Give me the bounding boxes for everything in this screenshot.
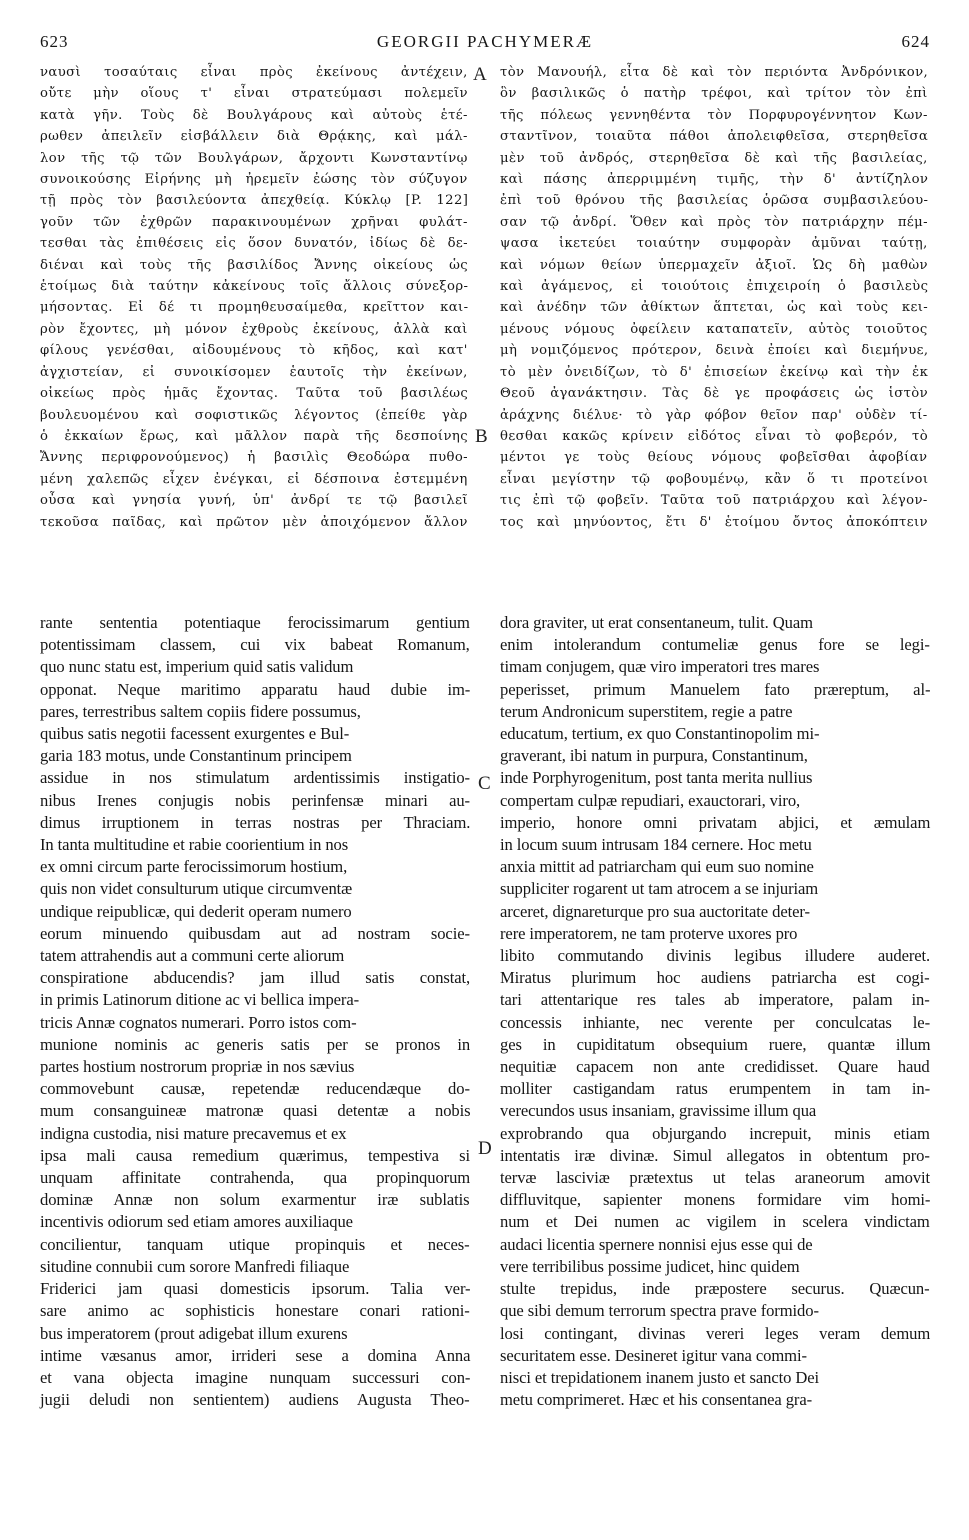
text-line: κατὰ γῆν. Τοὺς δὲ Βουλγάρους καὶ αὐτοὺς ἑτέ-: [40, 107, 468, 123]
text-line: opponat. Neque maritimo apparatu haud dubie im-: [40, 679, 471, 699]
text-line: intime væsanus amor, irrideri sese a domina Anna: [40, 1345, 471, 1365]
text-line: οὔτε μὴν οἵους τ' εἶναι στρατεύμασι πολεμεῖν: [40, 86, 468, 102]
text-line: Friderici jam quasi domesticis ipsorum. Talia ver-: [40, 1279, 471, 1299]
text-line: graverant, ibi natum in purpura, Constantinum,: [500, 746, 808, 766]
text-line: καὶ ἀνέδην τῶν ἀθίκτων ἅπτεται, ὡς καὶ τοὺς κει-: [500, 300, 929, 316]
text-line: βουλευομένου καὶ σοφιστικῶς λέγοντος (ἐπείθε γὰρ: [40, 407, 468, 423]
text-line: ὁ ἐκκαίων ἔρως, καὶ μᾶλλον παρὰ τῆς δεσποίνης: [40, 428, 468, 444]
text-line: quibus satis negotii facessent exurgentes e Bul-: [40, 724, 350, 744]
text-line: ex omni circum parte ferocissimorum hostium,: [40, 857, 348, 877]
text-line: γοῦν τῶν ἐχθρῶν παρακινουμένων χρῆναι φυλάτ-: [40, 214, 468, 230]
text-line: μέντοι γε τοὺς θείους νόμους φοβεῖσθαι ἀφοβίαν: [500, 450, 928, 466]
text-line: ψασα ἱκετεύει τοιαύτην συμφορὰν ἀμῦναι ταύτῃ,: [500, 236, 928, 252]
text-line: nisci et trepidationem inanem justo et sancto Dei: [500, 1367, 820, 1387]
text-line: verecundos usus insaniam, gravissime illum qua: [500, 1101, 817, 1121]
text-line: ἑτοίμως διὰ ταύτην κἀκείνους τοῖς ἄλλοις σύνεξορ-: [40, 279, 469, 295]
text-line: οἰκείως πρὸς ἡμᾶς ἔχοντας. Ταῦτα τοῦ βασιλέως: [40, 386, 469, 402]
text-line: dominæ Annæ non solum exarmentur iræ sublatis: [40, 1190, 470, 1210]
text-line: commovebunt causæ, repetendæ reducendæque do-: [40, 1079, 470, 1099]
text-line: tervæ lasciviæ prætextus ut telas araneorum amovit: [500, 1168, 931, 1188]
text-line: rante sententia potentiaque ferocissimarum gentium: [40, 613, 470, 632]
text-line: eorum minuendo quibusdam aut ad nostram socie-: [40, 923, 470, 943]
text-line: compertam culpæ repudiari, exauctorari, viro,: [500, 790, 801, 810]
text-line: φίλους γενέσθαι, αἰδουμένους τὸ κῆδος, καὶ κατ': [40, 343, 468, 359]
text-line: συνοικούσης Εἰρήνης μὴ ἠρεμεῖν ἐώσης τὸν σύζυγον: [40, 172, 468, 188]
text-line: dimus irruptionem in terras nostras per Thraciam.: [40, 812, 471, 832]
text-line: quo nunc statu est, imperium quid satis validum: [40, 657, 354, 677]
page-number-left: 623: [40, 32, 69, 51]
running-title: GEORGII PACHYMERÆ: [376, 32, 594, 51]
text-line: σαν τῷ ἀνδρί. Ὅθεν καὶ πρὸς τὸν πατριάρχην πέμ-: [500, 214, 928, 230]
text-line: intentatis iræ divinæ. Simul allegatos in obtentum pro-: [500, 1145, 930, 1165]
text-line: μὲν τοῦ ἀνδρός, στερηθεῖσα δὲ καὶ τῆς βασιλείας,: [500, 150, 928, 166]
text-line: μένη χαλεπῶς εἶχεν ἐνέγκαι, εἰ δέσποινα ἐστεμμένη: [40, 471, 468, 487]
text-line: concessis inhiante, nec verente per conculcatas le-: [500, 1012, 930, 1032]
text-line: ναυσὶ τοσαύταις εἶναι πρὸς ἐκείνους ἀντέχειν,: [40, 65, 468, 80]
text-line: τος καὶ μηνύοντος, ἔτι δ' ἑτοίμου ὄντος ἀποκόπτειν: [500, 514, 928, 530]
page-number-right: 624: [901, 32, 930, 51]
text-line: tari attentarique res tales ab imperatore, palam in-: [500, 990, 930, 1010]
text-line: bus imperatorem (prout adigebat illum exurens: [40, 1323, 348, 1343]
margin-marker-a: A: [473, 64, 487, 85]
text-line: undique reipublicæ, qui dederit operam numero: [40, 901, 352, 921]
text-line: concilientur, tanquam utique propinquis et neces-: [40, 1234, 470, 1254]
text-line: Miratus plurimum hoc audiens patriarcha est cogi-: [500, 968, 930, 988]
text-line: nibus Irenes conjugis nobis perinfensæ minari au-: [40, 790, 470, 810]
text-line: securitatem esse. Desineret igitur vana commi-: [500, 1345, 807, 1365]
text-line: σταντῖνον, τοιαῦτα πάθοι ἀπολειφθεῖσα, στερηθεῖσα: [500, 129, 929, 145]
text-line: τῆς πόλεως γεννηθέντα τὸν Πορφυρογέννητον Κων-: [500, 107, 928, 123]
text-line: metu comprimeret. Hæc et his consentanea gra-: [500, 1390, 813, 1410]
running-head: [40, 32, 930, 54]
text-line: tricis Annæ cognatos numerari. Porro istos com-: [40, 1012, 357, 1032]
text-line: εἶναι μεγίστην τῷ φοβουμένῳ, κἂν ὅ τι προτείνοι: [500, 471, 929, 487]
text-line: imperio, honore omni privatam abjici, et æmulam: [500, 812, 931, 832]
text-line: molliter castigandam ratus erumpentem in tam in-: [500, 1079, 930, 1099]
text-line: munione nominis ac generis satis per se pronos in: [40, 1034, 471, 1054]
text-line: ἐπὶ τοῦ θρόνου τῆς βασιλείας ὁρῶσα συμβασιλεύου-: [500, 193, 929, 209]
greek-column-right: [500, 62, 928, 533]
text-line: et vana objecta imagine nunquam successuri con-: [40, 1367, 471, 1387]
text-line: nequitiæ capacem non ante credidisset. Quare haud: [500, 1057, 930, 1077]
text-line: conspiratione abducendis? jam illud satis constat,: [40, 968, 471, 988]
text-line: In tanta multitudine et rabie coorientium in nos: [40, 835, 349, 855]
text-line: Ἄννης περιφρονούμενος) ἡ βασιλὶς Θεοδώρα πυθο-: [40, 450, 469, 466]
text-line: καὶ πάσης ἀπερριμμένη τιμῆς, τὴν δ' ἀντίζηλον: [500, 172, 929, 188]
text-line: assidue in nos stimulatum ardentissimis instigatio-: [40, 768, 470, 788]
text-line: losi contingant, divinas vereri leges veram demum: [500, 1323, 931, 1343]
margin-marker-d: D: [478, 1138, 492, 1159]
text-line: διέναι καὶ τοὺς τῆς βασιλίδος Ἄννης οἰκείους ὡς: [40, 257, 469, 273]
text-line: θεσθαι κακῶς κρίνειν εἰδότος εἶναι τὸ φοβερόν, τὸ: [500, 428, 929, 444]
text-line: τις ἐπὶ τῷ φοβεῖν. Ταῦτα τοῦ πατριάρχου καὶ λέγον-: [500, 493, 928, 509]
text-line: que sibi demum terrorum spectra prave formido-: [500, 1301, 819, 1321]
text-line: sare animo ac sophisticis honestare conari rationi-: [40, 1301, 470, 1321]
text-line: peperisset, primum Manuelem fato præreptum, al-: [500, 679, 931, 699]
text-line: arceret, dignareturque pro sua auctoritate deter-: [500, 901, 810, 921]
text-line: μήσοντας. Εἰ δέ τι προμηθευσαίμεθα, κρεῖττον και-: [40, 300, 469, 316]
text-line: unquam affinitate contrahenda, qua propinquorum: [40, 1168, 471, 1188]
text-line: ipsa mali causa remedium quærimus, tempestiva si: [40, 1145, 471, 1165]
greek-column-left: [40, 62, 468, 533]
text-line: rere imperatorem, ne tam proterve uxores pro: [500, 923, 798, 943]
latin-column-right: [500, 612, 930, 1411]
text-line: educatum, tertium, ex quo Constantinopolim mi-: [500, 724, 820, 744]
text-line: terum Andronicum superstitem, regie a patre: [500, 701, 793, 721]
latin-column-left: [40, 612, 470, 1411]
text-line: ges in cupiditatum obsequium ruere, quantæ illum: [500, 1034, 931, 1054]
text-line: inde Porphyrogenitum, post tanta merita nullius: [500, 768, 813, 788]
text-line: in locum suum intrusam 184 cernere. Hoc metu: [500, 835, 812, 855]
text-line: ἀγχιστείαν, εἰ συνοικίσομεν ἑαυτοῖς τὴν ἐκείνων,: [40, 364, 468, 380]
text-line: τεκοῦσα παῖδας, καὶ πρῶτον μὲν ἀποιχόμενον ἄλλον: [40, 514, 468, 530]
text-line: exprobrando qua objurgando increpuit, minis etiam: [500, 1123, 930, 1143]
text-line: pares, terrestribus saltem copiis fidere possumus,: [40, 701, 361, 721]
text-line: libito commutando divinis legibus illudere auderet.: [500, 946, 931, 966]
text-line: partes hostium nostrorum propriæ in nos sævius: [40, 1057, 355, 1077]
text-line: οὖσα καὶ γνησία γυνή, ὑπ' ἀνδρί τε τῷ βασιλεῖ: [40, 493, 468, 509]
text-line: καὶ ἀγάμενος, εἰ τοιούτοις ἐπιχειροίη ὁ βασιλεὺς: [500, 279, 929, 295]
text-line: ὃν βασιλικῶς ὁ πατὴρ τρέφοι, καὶ τρίτον τὸν ἐπὶ: [500, 86, 928, 102]
text-line: suppliciter rogarent ut tam atrocem a se injuriam: [500, 879, 819, 899]
text-line: incentivis odiorum sed etiam amores auxiliaque: [40, 1212, 353, 1232]
text-line: potentissimam classem, cui vix babeat Romanum,: [40, 635, 470, 655]
text-line: Θεοῦ ἀγανάκτησιν. Τὰς δὲ γε προφάσεις ὡς ἱστὸν: [500, 386, 929, 402]
text-line: τεσθαι τὰς ἐπιθέσεις εἰς ὅσον δυνατόν, ἰδίως δὲ δε-: [40, 236, 469, 252]
text-line: τῇ πρὸς τὸν βασιλεύοντα ἀπεχθείᾳ. Κύκλῳ [P. 122]: [40, 193, 469, 209]
text-line: τὸν Μανουήλ, εἶτα δὲ καὶ τὸν περιόντα Ἀνδρόνικον,: [500, 65, 929, 80]
text-line: μένους νόμους ὀφείλειν καταπατεῖν, αὐτὸς τοιοῦτος: [500, 321, 928, 337]
text-line: dora graviter, ut erat consentaneum, tulit. Quam: [500, 613, 813, 632]
text-line: indigna custodia, nisi mature precavemus et ex: [40, 1123, 347, 1143]
text-line: timam conjugem, quæ viro imperatori tres mares: [500, 657, 820, 677]
text-line: tatem attrahendis aut a communi certe aliorum: [40, 946, 345, 966]
text-line: ρωθεν ἀπειλεῖν εἰσβάλλειν διὰ Θρᾴκης, καὶ μάλ-: [40, 129, 468, 145]
text-line: anxia mittit ad patriarcham qui eum suo nomine: [500, 857, 814, 877]
text-line: καὶ νόμων θείων ὑπερμαχεῖν ἀξιοῖ. Ὡς δὴ μαθὼν: [500, 257, 928, 273]
text-line: λον τῆς τῷ τῶν Βουλγάρων, ἄρχοντι Κωνσταντίνῳ: [40, 150, 468, 166]
text-line: μὴ νομιζόμενος πρότερον, δεινὰ ἐποίει καὶ διεμήνυε,: [500, 343, 929, 359]
text-line: num et Dei numen ac vigilem in scelera vindictam: [500, 1212, 930, 1232]
text-line: enim intolerandum contumeliæ genus fore se legi-: [500, 635, 930, 655]
text-line: garia 183 motus, unde Constantinum principem: [40, 746, 352, 766]
text-line: jugii deludi non sentientem) audiens Augusta Theo-: [40, 1390, 470, 1410]
text-line: ἀράχνης διέλυε· τὸ γὰρ φόβον θεῖον παρ' οὐδὲν τί-: [500, 407, 928, 423]
text-line: stulte trepidus, inde præpostere securus. Quæcun-: [500, 1279, 930, 1299]
text-line: audaci licentia spernere nonnisi ejus esse qui de: [500, 1234, 813, 1254]
text-line: mum consanguineæ matronæ quasi detentæ a nobis: [40, 1101, 471, 1121]
text-line: τὸ μὲν ὀνειδίζων, τὸ δ' ἐπισείων ἐκείνῳ καὶ τὴν ἐκ: [500, 364, 929, 380]
text-line: diffluvitque, sapienter monens formidare vim homi-: [500, 1190, 931, 1210]
text-line: in primis Latinorum ditione ac vi bellica impera-: [40, 990, 360, 1010]
text-line: quis non videt consulturum utique circumventæ: [40, 879, 353, 899]
text-line: situdine connubii cum sorore Manfredi filiaque: [40, 1256, 350, 1276]
text-line: ρὸν ἔχοντες, μὴ μόνον ἐχθροὺς ἐκείνους, ἀλλὰ καὶ: [40, 321, 468, 337]
margin-marker-c: C: [478, 773, 491, 794]
margin-marker-b: B: [475, 426, 488, 447]
text-line: vere terribilibus possime judicet, hinc quidem: [500, 1256, 800, 1276]
